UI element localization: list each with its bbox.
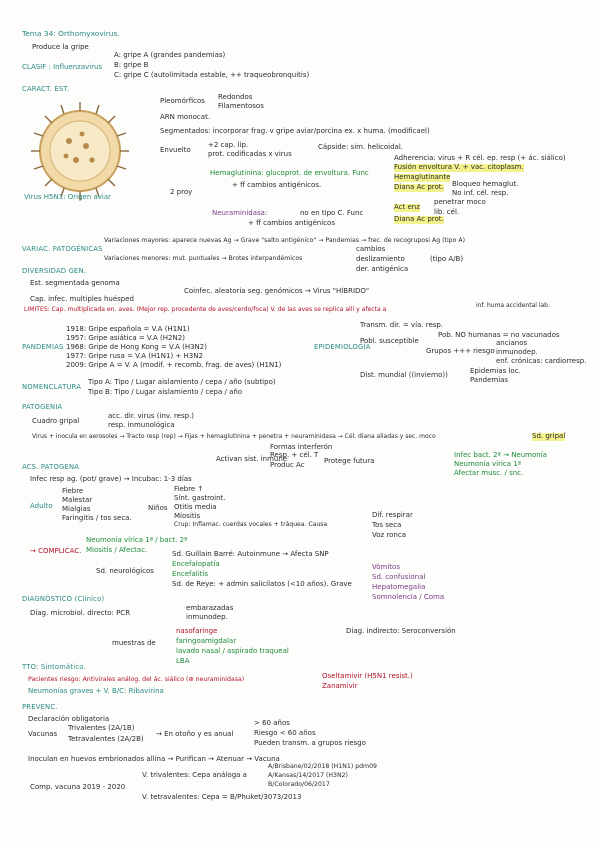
prevenc-v1b: A/Kansas/14/2017 (H3N2) [268,772,348,779]
pat-neumonia: Neumonía vírica 1ª [454,460,522,468]
pat-produc: Produc Ac [270,461,305,469]
arn-monocat: ARN monocat. [160,113,211,121]
diversidad-l2: Coinfec. aleatoria seg. genómicos → Virus "HÍBRIDO" [184,287,370,295]
neuraminidasa-cambios: + ff cambios antigénicos [248,219,335,227]
tto-label: TTO: Sintomático. [22,663,86,671]
hemaglutinante: Hemaglutinante [394,173,451,181]
clasif-label: CLASIF : Influenzavirus [22,63,103,71]
reye-somnolencia: Somnolencia / Coma [372,593,445,601]
pleomorficos: Pleomórficos [160,97,205,105]
virus-h5n1: Virus H5N1: Origen aviar [24,193,112,201]
reye-hepato: Hepatomegalia [372,583,426,591]
epi-inmunodep: inmunodep. [496,348,538,356]
virus-illustration [24,96,136,206]
pat-cuadro: Cuadro gripal [32,417,80,425]
epi-cronicas: enf. crónicas: cardiorresp. [496,357,587,365]
epi-pandemias: Pandemias [470,376,509,384]
epi-no-humanas: Pob. NO humanas = no vacunados [438,331,560,339]
envuelto-prot: prot. codificadas x virus [208,150,292,158]
fusion: Fusión envoltura V. + vac. citoplasm. [394,163,524,171]
ninos-gastro: Sínt. gastroint. [174,494,226,502]
pat-afectar: Afectar musc. / snc. [454,469,524,477]
prevenc-inoculan: Inoculan en huevos embrionados allína → Purifican → Atenuar → Vacuna [28,755,280,763]
pat-activan: Activan sist. inmune [216,455,288,463]
comp-sd-neuro: Sd. neurológicos [96,567,154,575]
pandemia-1957: 1957: Gripe asiática = V.A (H2N2) [66,334,185,342]
pandemia-2009: 2009: Gripe A = V. A (modif. + recomb. frag. de aves) (H1N1) [66,361,282,369]
comp-neumonia: Neumonía vírica 1ª / bact. 2ª [86,536,188,544]
reye-confusional: Sd. confusional [372,573,426,581]
pat-infec-bact: Infec bact. 2ª → Neumonía [454,451,547,459]
pandemia-1968: 1968: Gripe de Hong Kong = V.A (H3N2) [66,343,207,351]
diag-muestras: muestras de [112,639,156,647]
pat-sd-gripal: Sd. gripal [532,432,566,440]
comp-reye: Sd. de Reye: + admin salicilatos (<10 años). Grave [172,580,352,588]
epi-dist: Dist. mundial ((invierno)) [360,371,448,379]
epi-transm: Transm. dir. = vía. resp. [360,321,444,329]
nomenclatura-label: NOMENCLATURA [22,383,82,391]
prevenc-vacunas: Vacunas [28,730,58,738]
tto-ribavirina: Neumonías graves + V. B/C: Ribavirina [28,687,164,695]
diagnostico-label: DIAGNÓSTICO (Clínico) [22,595,105,603]
prevenc-decl: Declaración obligatoria [28,715,110,723]
clasif-a: A: gripe A (grandes pandemias) [114,51,226,59]
act-enz: Act enz [394,203,420,211]
dos-proy: 2 proy [170,188,193,196]
hemaglutinina-cambios: + ff cambios antigénicos. [232,181,322,189]
adulto-mialgias: Mialgias [62,505,91,513]
diversidad-l4b: inf. huma accidental lab. [476,302,550,309]
diag-embarazadas: embarazadas [186,604,234,612]
epidemiologia-label: EPIDEMIOLOGÍA [314,343,371,351]
muestra-lba: LBA [176,657,190,665]
comp-encefalitis: Encefalitis [172,570,208,578]
clinica-infec: Infec resp ag. (pot/ grave) → Incubac: 1-3 días [30,475,192,483]
prevenc-transm: Pueden transm. a grupos riesgo [254,739,366,747]
variac-desliz: deslizamiento [356,255,405,263]
no-inf: No inf. cél. resp. [452,189,509,197]
page-title: Tema 34: Orthomyxovirus. [22,29,120,38]
adulto-malestar: Malestar [62,496,93,504]
pandemia-1977: 1977: Gripe rusa = V.A (H1N1) + H3N2 [66,352,203,360]
penetrar-moco: penetrar moco [434,198,486,206]
hemaglutinina: Hemaglutinina: glucoprot. de envoltura. Func [210,169,369,177]
comp-miositis: Miositis / Afectac. [86,546,148,554]
pat-formas: Formas interferón [270,443,333,451]
epi-grupos: Grupos +++ riesgo [426,347,495,355]
diag-directo: Diag. microbiol. directo: PCR [30,609,131,617]
reye-vomitos: Vómitos [372,563,400,571]
muestra-faringo: faringoamigdalar [176,637,237,645]
diag-inmunodep: inmunodep. [186,613,228,621]
diversidad-l1: Est. segmentada genoma [30,279,120,287]
epi-pobl: Pobl. susceptible [360,337,419,345]
adherencia: Adherencia: virus + R cél. ep. resp (+ ác. siálico) [394,154,566,162]
variac-deriva: der. antigénica [356,265,409,273]
pat-virus: Virus + inocula en aerosoles → Tracto resp (rep) → Fijas + hemaglutinina + penetra + neuraminidasa → Cél. diana aliadas y sec. moco [32,433,436,440]
nomenclatura-a: Tipo A: Tipo / Lugar aislamiento / cepa / año (subtipo) [88,378,276,386]
diversidad-l4: LIMITES: Cap. multiplicada en. aves. (Mejor rep. procedente de aves/cerdo/foca) V. de las aves se replica allí y afecta a [24,306,387,313]
prevenc-v1a: A/Brisbane/02/2018 (H1N1) pdm09 [268,763,377,770]
variac-mayores: Variaciones mayores: aparece nuevas Ag → Grave "salto antigénico" → Pandemias → frec. de recogruposi Ag (tipo A) [104,237,466,244]
comp-guillain: Sd. Guillain Barré: Autoinmune → Afecta SNP [172,550,329,558]
pandemia-1918: 1918: Gripe española = V.A (H1N1) [66,325,190,333]
muestra-nasofaringe: nasofaringe [176,627,218,635]
ninos-crup: Crup: Inflamac. cuerdas vocales + tráquea. Causa [174,521,328,528]
ninos-otitis: Otitis media [174,503,217,511]
crup-dif: Dif. respirar [372,511,413,519]
caract-label: CARACT. EST. [22,85,70,93]
diana-ac-prot-2: Diana Ac prot. [394,215,444,223]
prevenc-trivalentes: Trivalentes (2A/1B) [68,724,135,732]
lib-cel: lib. cél. [434,208,460,216]
envuelto-cap: +2 cap. lip. [208,141,249,149]
diag-indirecto: Diag. indirecto: Seroconversión [346,627,456,635]
prevenc-riesgo: Riesgo < 60 años [254,729,316,737]
diversidad-label: DIVERSIDAD GEN. [22,267,87,275]
epi-ancianos: ancianos [496,339,528,347]
tto-riesgo: Pacientes riesgo: Antivirales análog. del ác. siálico (⊕ neuraminidasa) [28,676,245,683]
variac-cambios: cambios [356,245,386,253]
prevenc-g60: > 60 años [254,719,290,727]
clinica-label: ACS. PATOGENA [22,463,80,471]
prevenc-v-tri: V. trivalentes: Cepa análoga a [142,771,247,779]
adulto-fiebre: Fiebre [62,487,84,495]
variac-label: VARIAC. PATOGÉNICAS [22,245,103,253]
prevenc-tetravalentes: Tetravalentes (2A/2B) [68,735,144,743]
bloqueo: Bloqueo hemaglut. [452,180,519,188]
tto-zanamivir: Zanamivir [322,682,358,690]
adulto-faringitis: Faringitis / tos seca. [62,514,132,522]
prevenc-otono: → En otoño y es anual [156,730,234,738]
segmentados: Segmentados: incorporar frag. v gripe aviar/porcina ex. x huma. (modificael) [160,127,430,135]
diana-ac-prot-1: Diana Ac prot. [394,183,444,191]
nomenclatura-b: Tipo B: Tipo / Lugar aislamiento / cepa / año [88,388,243,396]
crup-tos: Tos seca [372,521,402,529]
pat-resp-t: Resp. + cél. T [270,451,319,459]
complicac: → COMPLICAC. [30,547,82,555]
neuraminidasa-tipo: no en tipo C. Func [300,209,364,217]
comp-encefalopatia: Encefalopatía [172,560,220,568]
variac-tipo: (tipo A/B) [430,255,464,263]
pat-protege: Protege futura [324,457,375,465]
pleo-redondos: Redondos [218,93,253,101]
epi-epidemias: Epidemias loc. [470,367,521,375]
prevenc-comp: Comp. vacuna 2019 - 2020 [30,783,126,791]
clinica-ninos: Niños [148,504,168,512]
pleo-filamentosos: Filamentosos [218,102,264,110]
diversidad-l3: Cap. infec. multiples huésped [30,295,134,303]
ninos-miositis: Miositis [174,512,201,520]
pat-resp: resp. inmunológica [108,421,175,429]
variac-menores: Variaciones menores: mut. puntuales → Brotes interpandémicos [104,255,303,262]
clasif-b: B: gripe B [114,61,149,69]
prevenc-v1c: B/Colorado/06/2017 [268,781,330,788]
tto-oseltamivir: Oseltamivir (H5N1 resist.) [322,672,413,680]
crup-voz: Voz ronca [372,531,407,539]
prevenc-label: PREVENC. [22,703,58,711]
pandemias-label: PANDEMIAS [22,343,64,351]
subtitle: Produce la gripe [32,43,89,51]
neuraminidasa: Neuraminidasa: [212,209,268,217]
patogenia-label: PATOGENIA [22,403,63,411]
prevenc-v-tetra: V. tetravalentes: Cepa = B/Phuket/3073/2013 [142,793,302,801]
capside: Cápside: sim. helicoidal. [318,143,404,151]
clasif-c: C: gripe C (autolimitada estable, ++ traqueobronquitis) [114,71,310,79]
envuelto: Envuelto [160,146,191,154]
pat-acc: acc. dir. virus (inv. resp.) [108,412,195,420]
ninos-fiebre: Fiebre ↑ [174,485,204,493]
clinica-adulto: Adulto [30,502,53,510]
muestra-lavado: lavado nasal / aspirado traqueal [176,647,289,655]
